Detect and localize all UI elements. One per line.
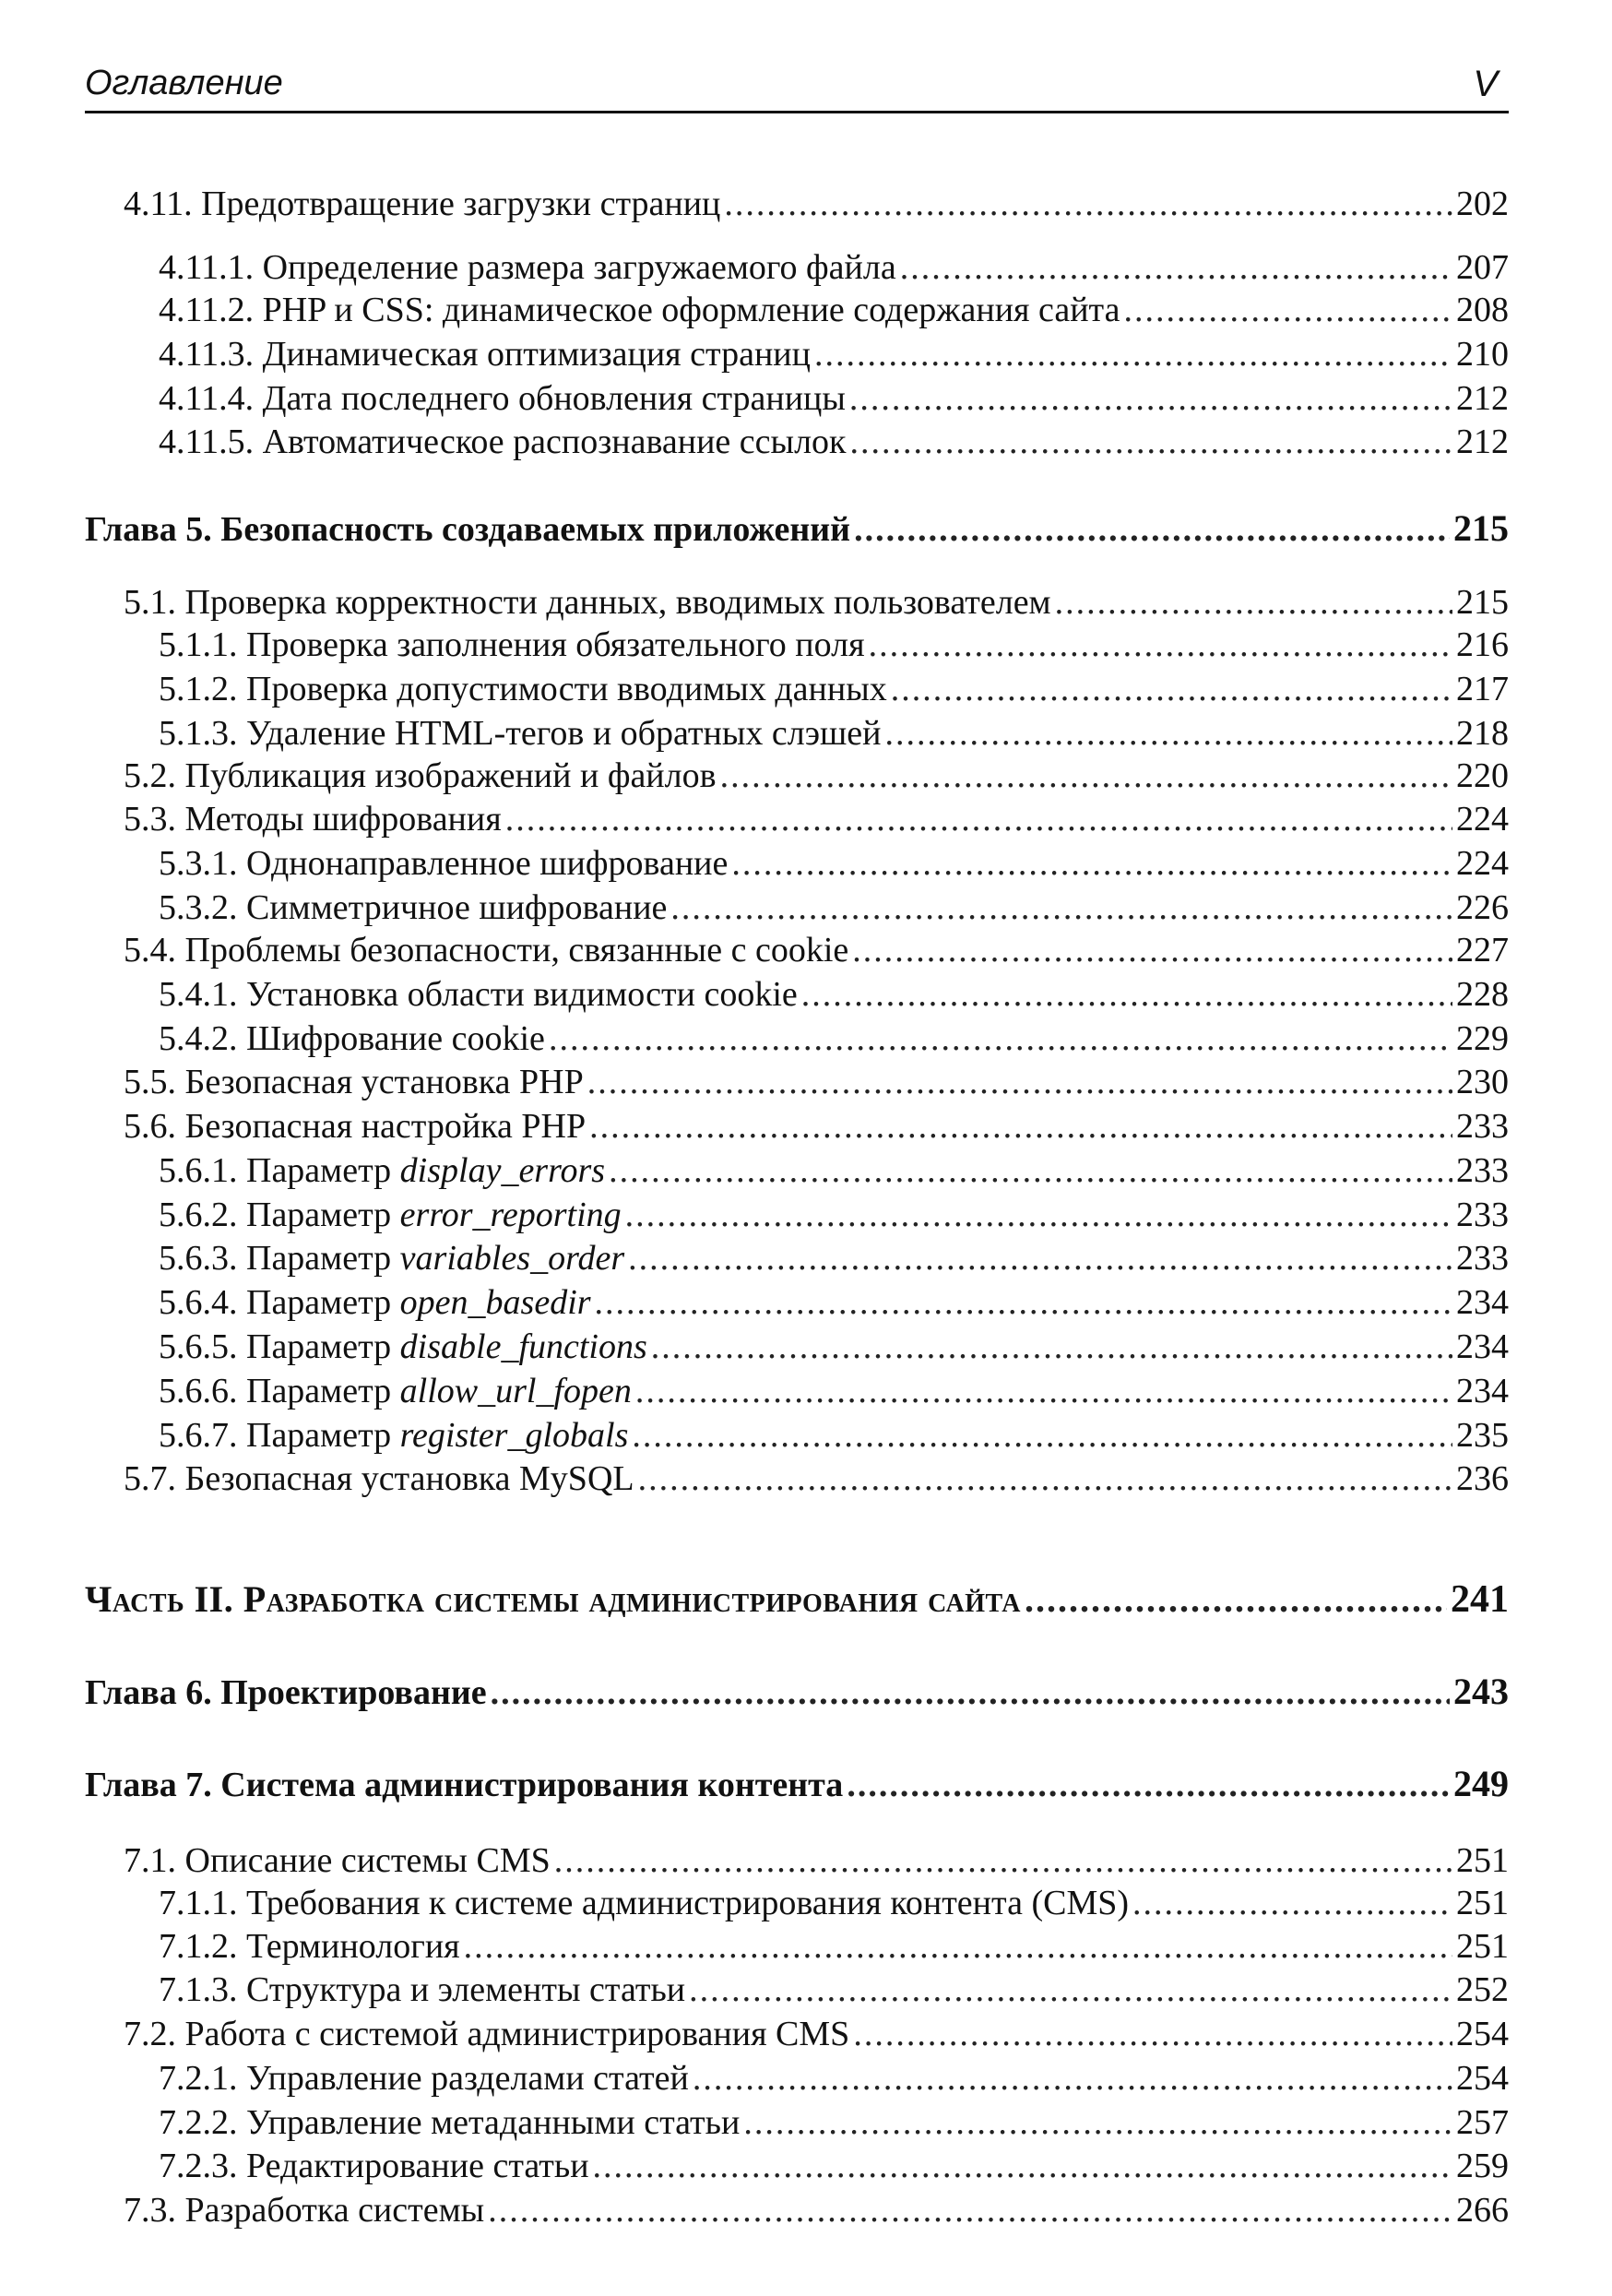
toc-entry-title bbox=[159, 886, 667, 930]
toc-entry-parameter: error_reporting bbox=[399, 1196, 622, 1234]
toc-entry-label: 5.6.4. Параметр bbox=[159, 1283, 400, 1322]
dot-leader bbox=[854, 507, 1450, 552]
toc-entry-label: 7.1.2. Терминология bbox=[159, 1927, 460, 1966]
toc-entry-label: 4.11.5. Автоматическое распознавание ссылок bbox=[159, 422, 847, 461]
toc-entry bbox=[124, 2012, 1509, 2056]
toc-entry-label: 5.6.5. Параметр bbox=[159, 1327, 400, 1366]
toc-entry-label: 7.2.2. Управление метаданными статьи bbox=[159, 2103, 741, 2142]
toc-entry-label: Глава 6. Проектирование bbox=[85, 1673, 487, 1712]
toc-entry-title bbox=[159, 667, 887, 711]
toc-entry-label: 4.11. Предотвращение загрузки страниц bbox=[124, 184, 721, 223]
toc-entry-title bbox=[159, 1236, 624, 1280]
toc-entry-title bbox=[124, 2188, 484, 2232]
toc-entry-title bbox=[159, 2056, 689, 2100]
toc-entry bbox=[159, 1017, 1509, 1061]
toc-entry-title bbox=[85, 1577, 1021, 1622]
toc-entry-parameter: register_globals bbox=[399, 1416, 629, 1455]
dot-leader bbox=[635, 1369, 1452, 1413]
toc-entry-title bbox=[124, 580, 1051, 625]
toc-entry-parameter: disable_functions bbox=[399, 1327, 647, 1366]
toc-entry-title bbox=[159, 1968, 685, 2012]
dot-leader bbox=[720, 754, 1452, 798]
dot-leader bbox=[609, 1148, 1452, 1193]
toc-page-number: 207 bbox=[1456, 248, 1509, 287]
dot-leader bbox=[900, 245, 1452, 290]
dot-leader bbox=[849, 376, 1452, 421]
toc-entry-title bbox=[159, 972, 798, 1017]
dot-leader bbox=[1055, 580, 1452, 625]
toc-entry-title bbox=[159, 2144, 589, 2188]
toc-entry-title bbox=[85, 1671, 487, 1715]
toc-entry bbox=[124, 1838, 1509, 1883]
toc-page-number: 215 bbox=[1453, 507, 1509, 549]
toc-entry-title bbox=[159, 1924, 460, 1969]
toc-page-number: 252 bbox=[1456, 1970, 1509, 2009]
toc-entry bbox=[159, 2056, 1509, 2100]
toc-entry-label: 7.2.3. Редактирование статьи bbox=[159, 2147, 589, 2185]
toc-entry bbox=[159, 2100, 1509, 2145]
dot-leader bbox=[1025, 1577, 1447, 1622]
toc-page-number: 243 bbox=[1453, 1671, 1509, 1712]
toc-entry bbox=[124, 1104, 1509, 1148]
dot-leader bbox=[505, 797, 1452, 841]
toc-entry-title bbox=[124, 928, 848, 972]
toc-page-number: 228 bbox=[1456, 975, 1509, 1014]
toc-entry-label: 5.6.6. Параметр bbox=[159, 1372, 400, 1410]
toc-entry-label: 4.11.3. Динамическая оптимизация страниц bbox=[159, 335, 811, 374]
toc-entry-title bbox=[159, 1193, 622, 1237]
dot-leader bbox=[632, 1413, 1452, 1457]
dot-leader bbox=[731, 841, 1452, 886]
toc-entry bbox=[159, 1968, 1509, 2012]
toc-page-number: 249 bbox=[1453, 1763, 1509, 1804]
toc-chapter bbox=[85, 506, 1509, 551]
toc-entry-label: 7.1.3. Структура и элементы статьи bbox=[159, 1970, 686, 2009]
dot-leader bbox=[743, 2100, 1452, 2145]
toc-page-number: 254 bbox=[1456, 2059, 1509, 2098]
toc-entry bbox=[124, 1060, 1509, 1104]
toc-entry-title bbox=[85, 1763, 843, 1807]
dot-leader bbox=[589, 1104, 1452, 1148]
toc-page-number: 202 bbox=[1456, 184, 1509, 223]
toc-entry bbox=[159, 1148, 1509, 1193]
toc-entry-title bbox=[124, 182, 720, 226]
toc-entry bbox=[159, 288, 1509, 332]
toc-entry-title bbox=[159, 623, 865, 667]
toc-entry bbox=[124, 182, 1509, 226]
toc-entry-title bbox=[159, 1280, 591, 1325]
dot-leader bbox=[891, 667, 1452, 711]
toc-entry-title bbox=[159, 1325, 647, 1369]
toc-entry-label: 5.2. Публикация изображений и файлов bbox=[124, 756, 717, 795]
toc-entry-title bbox=[124, 797, 502, 841]
running-head bbox=[85, 54, 1509, 113]
toc-page-number: 251 bbox=[1456, 1927, 1509, 1966]
running-head-title: Оглавление bbox=[85, 64, 283, 102]
toc-page-number: 215 bbox=[1456, 583, 1509, 622]
toc-entry-parameter: variables_order bbox=[399, 1239, 625, 1278]
toc-page-number: 227 bbox=[1456, 931, 1509, 970]
toc-chapter bbox=[85, 1670, 1509, 1714]
toc-entry bbox=[124, 928, 1509, 972]
toc-entry bbox=[159, 1236, 1509, 1280]
toc-page-number: 234 bbox=[1456, 1283, 1509, 1322]
toc-entry-label: 5.4. Проблемы безопасности, связанные с cookie bbox=[124, 931, 849, 970]
toc-entry-parameter: display_errors bbox=[399, 1151, 606, 1190]
toc-entry-label: 5.6.7. Параметр bbox=[159, 1416, 400, 1455]
toc-page-number: 220 bbox=[1456, 756, 1509, 795]
toc-entry bbox=[124, 797, 1509, 841]
toc-entry-title bbox=[159, 420, 847, 464]
dot-leader bbox=[491, 1671, 1450, 1715]
toc-entry-label: 5.4.1. Установка области видимости cookie bbox=[159, 975, 798, 1014]
toc-page-number: 218 bbox=[1456, 714, 1509, 753]
toc-entry-label: 4.11.1. Определение размера загружаемого файла bbox=[159, 248, 896, 287]
toc-entry bbox=[159, 1369, 1509, 1413]
toc-entry bbox=[124, 1457, 1509, 1501]
toc-entry-label: 5.4.2. Шифрование cookie bbox=[159, 1019, 545, 1058]
toc-entry-label: 7.1. Описание системы CMS bbox=[124, 1841, 551, 1880]
dot-leader bbox=[593, 2144, 1452, 2188]
toc-page-number: 216 bbox=[1456, 625, 1509, 664]
dot-leader bbox=[1132, 1881, 1452, 1925]
dot-leader bbox=[587, 1060, 1452, 1104]
toc-page-number: 208 bbox=[1456, 291, 1509, 329]
toc-entry bbox=[159, 972, 1509, 1017]
toc-entry-label: Часть II. Разработка системы администрирования сайта bbox=[85, 1578, 1021, 1620]
toc-entry-parameter: open_basedir bbox=[399, 1283, 591, 1322]
toc-entry-label: 5.7. Безопасная установка MySQL bbox=[124, 1459, 634, 1498]
toc-entry bbox=[159, 420, 1509, 464]
toc-page-number: 234 bbox=[1456, 1327, 1509, 1366]
toc-entry bbox=[159, 1325, 1509, 1369]
toc-entry-title bbox=[159, 2100, 740, 2145]
toc-entry bbox=[159, 841, 1509, 886]
toc-entry bbox=[159, 1413, 1509, 1457]
toc-page-number: 233 bbox=[1456, 1151, 1509, 1190]
toc-page-number: 254 bbox=[1456, 2015, 1509, 2053]
toc-entry-title bbox=[159, 1413, 628, 1457]
toc-entry bbox=[159, 623, 1509, 667]
toc-entry-title bbox=[159, 245, 896, 290]
toc-entry bbox=[159, 2144, 1509, 2188]
toc-entry-title bbox=[124, 754, 717, 798]
toc-page-number: 236 bbox=[1456, 1459, 1509, 1498]
toc-page-number: 212 bbox=[1456, 422, 1509, 461]
dot-leader bbox=[847, 1763, 1450, 1807]
toc-page-number: 210 bbox=[1456, 335, 1509, 374]
toc-entry bbox=[159, 376, 1509, 421]
toc-entry bbox=[124, 580, 1509, 625]
toc-entry-title bbox=[85, 507, 850, 552]
dot-leader bbox=[464, 1924, 1452, 1969]
dot-leader bbox=[1123, 288, 1452, 332]
toc-entry-label: 5.3.2. Симметричное шифрование bbox=[159, 888, 668, 927]
toc-page-number: 229 bbox=[1456, 1019, 1509, 1058]
toc-entry-label: Глава 5. Безопасность создаваемых приложений bbox=[85, 510, 851, 549]
toc-page-number: 224 bbox=[1456, 844, 1509, 883]
toc-entry-title bbox=[159, 376, 846, 421]
dot-leader bbox=[689, 1968, 1452, 2012]
dot-leader bbox=[549, 1017, 1452, 1061]
toc-entry-title bbox=[159, 841, 728, 886]
dot-leader bbox=[814, 332, 1452, 376]
toc-entry-label: 5.1.3. Удаление HTML-тегов и обратных слэшей bbox=[159, 714, 882, 753]
toc-entry-title bbox=[159, 1881, 1129, 1925]
toc-page-number: 233 bbox=[1456, 1196, 1509, 1234]
dot-leader bbox=[853, 2012, 1452, 2056]
toc-page-number: 241 bbox=[1451, 1578, 1509, 1621]
toc-page-number: 226 bbox=[1456, 888, 1509, 927]
toc-page-number: 235 bbox=[1456, 1416, 1509, 1455]
toc-entry-title bbox=[124, 1838, 551, 1883]
toc-page-number: 212 bbox=[1456, 379, 1509, 418]
toc-page-number: 233 bbox=[1456, 1107, 1509, 1146]
toc-entry bbox=[159, 245, 1509, 290]
page-number: V bbox=[1473, 64, 1498, 104]
dot-leader bbox=[488, 2188, 1452, 2232]
toc-page-number: 257 bbox=[1456, 2103, 1509, 2142]
toc-entry-label: 5.6.2. Параметр bbox=[159, 1196, 400, 1234]
dot-leader bbox=[628, 1236, 1452, 1280]
toc-entry-label: 5.6. Безопасная настройка PHP bbox=[124, 1107, 587, 1146]
toc-entry-label: 5.3.1. Однонаправленное шифрование bbox=[159, 844, 729, 883]
toc-page-number: 230 bbox=[1456, 1063, 1509, 1101]
dot-leader bbox=[625, 1193, 1452, 1237]
toc-entry-title bbox=[159, 1017, 545, 1061]
toc-page-number: 217 bbox=[1456, 670, 1509, 708]
toc-entry-title bbox=[159, 1369, 632, 1413]
toc-entry-label: 7.2.1. Управление разделами статей bbox=[159, 2059, 689, 2098]
toc-entry-label: 4.11.2. PHP и CSS: динамическое оформление содержания сайта bbox=[159, 291, 1120, 329]
toc-page-number: 251 bbox=[1456, 1884, 1509, 1922]
dot-leader bbox=[595, 1280, 1452, 1325]
dot-leader bbox=[670, 886, 1452, 930]
toc-entry-title bbox=[124, 1457, 634, 1501]
toc-entry bbox=[124, 2188, 1509, 2232]
toc-entry bbox=[159, 667, 1509, 711]
toc-chapter bbox=[85, 1762, 1509, 1806]
toc-page-number: 251 bbox=[1456, 1841, 1509, 1880]
dot-leader bbox=[651, 1325, 1452, 1369]
dot-leader bbox=[801, 972, 1452, 1017]
toc-page-number: 233 bbox=[1456, 1239, 1509, 1278]
toc-entry-title bbox=[124, 1104, 586, 1148]
toc-page-number: 266 bbox=[1456, 2191, 1509, 2230]
toc-entry bbox=[159, 1881, 1509, 1925]
toc-entry-title bbox=[159, 1148, 605, 1193]
toc-entry bbox=[159, 332, 1509, 376]
toc-entry bbox=[159, 886, 1509, 930]
toc-entry bbox=[159, 1280, 1509, 1325]
toc-entry-title bbox=[124, 2012, 849, 2056]
toc-entry-label: 5.1.1. Проверка заполнения обязательного поля bbox=[159, 625, 865, 664]
toc-entry bbox=[124, 754, 1509, 798]
toc-entry-label: 5.1.2. Проверка допустимости вводимых данных bbox=[159, 670, 887, 708]
toc-entry bbox=[159, 1924, 1509, 1969]
toc-entry-label: 5.6.3. Параметр bbox=[159, 1239, 400, 1278]
dot-leader bbox=[724, 182, 1452, 226]
dot-leader bbox=[638, 1457, 1452, 1501]
toc-entry-label: 7.3. Разработка системы bbox=[124, 2191, 485, 2230]
toc-part bbox=[85, 1577, 1509, 1622]
toc-entry-title bbox=[124, 1060, 584, 1104]
toc-entry-label: 5.5. Безопасная установка PHP bbox=[124, 1063, 584, 1101]
toc-page-number: 224 bbox=[1456, 800, 1509, 839]
toc-entry-label: 5.3. Методы шифрования bbox=[124, 800, 502, 839]
toc-entry-label: 7.1.1. Требования к системе администрирования контента (CMS) bbox=[159, 1884, 1130, 1922]
toc-entry-title bbox=[159, 288, 1120, 332]
toc-entry-label: 5.6.1. Параметр bbox=[159, 1151, 400, 1190]
toc-entry-label: 7.2. Работа с системой администрирования CMS bbox=[124, 2015, 850, 2053]
dot-leader bbox=[554, 1838, 1452, 1883]
toc-entry bbox=[159, 711, 1509, 755]
dot-leader bbox=[852, 928, 1452, 972]
dot-leader bbox=[884, 711, 1452, 755]
dot-leader bbox=[869, 623, 1452, 667]
toc-entry-title bbox=[159, 711, 881, 755]
toc-entry-parameter: allow_url_fopen bbox=[399, 1372, 632, 1410]
dot-leader bbox=[850, 420, 1453, 464]
toc-entry-label: 4.11.4. Дата последнего обновления страницы bbox=[159, 379, 846, 418]
toc-entry-label: Глава 7. Система администрирования контента bbox=[85, 1766, 844, 1804]
toc-entry-title bbox=[159, 332, 811, 376]
dot-leader bbox=[693, 2056, 1452, 2100]
toc-entry bbox=[159, 1193, 1509, 1237]
toc-page-number: 259 bbox=[1456, 2147, 1509, 2185]
toc-page-number: 234 bbox=[1456, 1372, 1509, 1410]
toc-entry-label: 5.1. Проверка корректности данных, вводимых пользователем bbox=[124, 583, 1051, 622]
